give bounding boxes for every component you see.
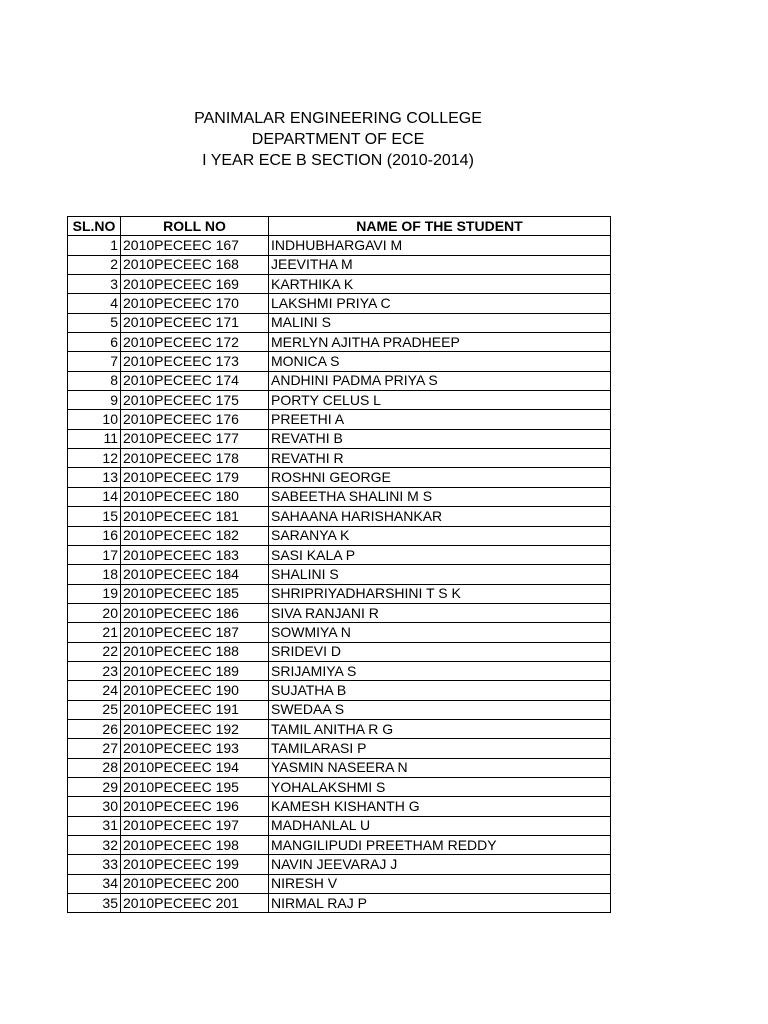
serial-number-cell: 29 [68, 777, 121, 796]
student-name-cell: ROSHNI GEORGE [269, 468, 611, 487]
roll-number-cell: 2010PECEEC 185 [121, 584, 269, 603]
roll-number-cell: 2010PECEEC 171 [121, 313, 269, 332]
table-row [68, 565, 611, 584]
table-row [68, 661, 611, 680]
serial-number-cell: 5 [68, 313, 121, 332]
serial-number-cell: 25 [68, 700, 121, 719]
serial-number-cell: 34 [68, 874, 121, 893]
roll-number-cell: 2010PECEEC 198 [121, 836, 269, 855]
roll-number-cell: 2010PECEEC 183 [121, 545, 269, 564]
table-row [68, 855, 611, 874]
roll-number-cell: 2010PECEEC 175 [121, 391, 269, 410]
serial-number-cell: 28 [68, 758, 121, 777]
serial-number-cell: 12 [68, 449, 121, 468]
roll-number-cell: 2010PECEEC 195 [121, 777, 269, 796]
table-row [68, 468, 611, 487]
serial-number-cell: 4 [68, 294, 121, 313]
serial-number-cell: 19 [68, 584, 121, 603]
student-name-cell: MONICA S [269, 352, 611, 371]
serial-number-cell: 15 [68, 507, 121, 526]
table-row [68, 255, 611, 274]
student-name-cell: PREETHI A [269, 410, 611, 429]
student-name-cell: SAHAANA HARISHANKAR [269, 507, 611, 526]
roll-number-cell: 2010PECEEC 194 [121, 758, 269, 777]
student-name-cell: NAVIN JEEVARAJ J [269, 855, 611, 874]
roll-number-cell: 2010PECEEC 188 [121, 642, 269, 661]
table-row [68, 642, 611, 661]
serial-number-cell: 26 [68, 719, 121, 738]
serial-number-cell: 18 [68, 565, 121, 584]
student-name-cell: LAKSHMI PRIYA C [269, 294, 611, 313]
roll-number-cell: 2010PECEEC 173 [121, 352, 269, 371]
table-body [68, 236, 611, 913]
table-row [68, 681, 611, 700]
student-name-cell: KARTHIKA K [269, 275, 611, 294]
roll-number-cell: 2010PECEEC 186 [121, 603, 269, 622]
serial-number-cell: 32 [68, 836, 121, 855]
roll-number-cell: 2010PECEEC 187 [121, 623, 269, 642]
table-row [68, 797, 611, 816]
roll-number-cell: 2010PECEEC 167 [121, 236, 269, 255]
column-header-student-name: NAME OF THE STUDENT [269, 217, 611, 236]
roll-number-cell: 2010PECEEC 189 [121, 661, 269, 680]
table-row [68, 507, 611, 526]
table-row [68, 487, 611, 506]
serial-number-cell: 35 [68, 894, 121, 913]
document-header [0, 108, 676, 171]
roll-number-cell: 2010PECEEC 178 [121, 449, 269, 468]
table-row [68, 894, 611, 913]
table-row [68, 758, 611, 777]
student-name-cell: MADHANLAL U [269, 816, 611, 835]
student-name-cell: TAMIL ANITHA R G [269, 719, 611, 738]
serial-number-cell: 16 [68, 526, 121, 545]
student-name-cell: MERLYN AJITHA PRADHEEP [269, 333, 611, 352]
department-title: DEPARTMENT OF ECE [251, 131, 425, 148]
serial-number-cell: 13 [68, 468, 121, 487]
student-name-cell: SABEETHA SHALINI M S [269, 487, 611, 506]
column-header-roll-no: ROLL NO [121, 217, 269, 236]
serial-number-cell: 17 [68, 545, 121, 564]
serial-number-cell: 24 [68, 681, 121, 700]
roll-number-cell: 2010PECEEC 176 [121, 410, 269, 429]
serial-number-cell: 30 [68, 797, 121, 816]
student-name-cell: SHALINI S [269, 565, 611, 584]
student-name-cell: NIRMAL RAJ P [269, 894, 611, 913]
serial-number-cell: 23 [68, 661, 121, 680]
student-name-cell: MANGILIPUDI PREETHAM REDDY [269, 836, 611, 855]
serial-number-cell: 2 [68, 255, 121, 274]
student-name-cell: SIVA RANJANI R [269, 603, 611, 622]
serial-number-cell: 20 [68, 603, 121, 622]
student-name-cell: MALINI S [269, 313, 611, 332]
roll-number-cell: 2010PECEEC 192 [121, 719, 269, 738]
roll-number-cell: 2010PECEEC 190 [121, 681, 269, 700]
table-row [68, 700, 611, 719]
student-name-cell: REVATHI R [269, 449, 611, 468]
roll-number-cell: 2010PECEEC 193 [121, 739, 269, 758]
table-row [68, 352, 611, 371]
serial-number-cell: 11 [68, 429, 121, 448]
roll-number-cell: 2010PECEEC 177 [121, 429, 269, 448]
serial-number-cell: 27 [68, 739, 121, 758]
table-row [68, 874, 611, 893]
table-row [68, 236, 611, 255]
roll-number-cell: 2010PECEEC 184 [121, 565, 269, 584]
table-row [68, 449, 611, 468]
student-name-cell: SRIJAMIYA S [269, 661, 611, 680]
student-name-cell: REVATHI B [269, 429, 611, 448]
student-name-cell: SOWMIYA N [269, 623, 611, 642]
serial-number-cell: 31 [68, 816, 121, 835]
table-row [68, 836, 611, 855]
roll-number-cell: 2010PECEEC 180 [121, 487, 269, 506]
roll-number-cell: 2010PECEEC 169 [121, 275, 269, 294]
roll-number-cell: 2010PECEEC 200 [121, 874, 269, 893]
student-name-cell: YASMIN NASEERA N [269, 758, 611, 777]
student-name-cell: PORTY CELUS L [269, 391, 611, 410]
table-row [68, 410, 611, 429]
roll-number-cell: 2010PECEEC 181 [121, 507, 269, 526]
table-row [68, 275, 611, 294]
serial-number-cell: 6 [68, 333, 121, 352]
serial-number-cell: 22 [68, 642, 121, 661]
table-row [68, 777, 611, 796]
college-title: PANIMALAR ENGINEERING COLLEGE [194, 110, 482, 127]
student-name-cell: SRIDEVI D [269, 642, 611, 661]
roll-number-cell: 2010PECEEC 182 [121, 526, 269, 545]
serial-number-cell: 14 [68, 487, 121, 506]
table-row [68, 816, 611, 835]
roll-number-cell: 2010PECEEC 191 [121, 700, 269, 719]
serial-number-cell: 1 [68, 236, 121, 255]
table-row [68, 371, 611, 390]
table-row [68, 545, 611, 564]
student-name-cell: YOHALAKSHMI S [269, 777, 611, 796]
student-name-cell: KAMESH KISHANTH G [269, 797, 611, 816]
student-name-cell: SHRIPRIYADHARSHINI T S K [269, 584, 611, 603]
table-row [68, 719, 611, 738]
roll-number-cell: 2010PECEEC 170 [121, 294, 269, 313]
student-name-cell: ANDHINI PADMA PRIYA S [269, 371, 611, 390]
serial-number-cell: 33 [68, 855, 121, 874]
table-row [68, 391, 611, 410]
student-name-cell: INDHUBHARGAVI M [269, 236, 611, 255]
serial-number-cell: 7 [68, 352, 121, 371]
roll-number-cell: 2010PECEEC 197 [121, 816, 269, 835]
student-roster-table [67, 216, 611, 913]
section-title: I YEAR ECE B SECTION (2010-2014) [202, 152, 474, 169]
table-row [68, 294, 611, 313]
table-row [68, 623, 611, 642]
roll-number-cell: 2010PECEEC 168 [121, 255, 269, 274]
student-name-cell: SARANYA K [269, 526, 611, 545]
student-name-cell: JEEVITHA M [269, 255, 611, 274]
student-name-cell: NIRESH V [269, 874, 611, 893]
table-row [68, 333, 611, 352]
serial-number-cell: 21 [68, 623, 121, 642]
serial-number-cell: 10 [68, 410, 121, 429]
roll-number-cell: 2010PECEEC 179 [121, 468, 269, 487]
serial-number-cell: 8 [68, 371, 121, 390]
student-name-cell: SASI KALA P [269, 545, 611, 564]
student-name-cell: SWEDAA S [269, 700, 611, 719]
serial-number-cell: 9 [68, 391, 121, 410]
table-row [68, 526, 611, 545]
table-row [68, 313, 611, 332]
column-header-sl-no: SL.NO [68, 217, 121, 236]
table-row [68, 739, 611, 758]
roll-number-cell: 2010PECEEC 199 [121, 855, 269, 874]
table-header-row [68, 217, 611, 236]
student-name-cell: SUJATHA B [269, 681, 611, 700]
table-row [68, 429, 611, 448]
serial-number-cell: 3 [68, 275, 121, 294]
table-row [68, 603, 611, 622]
roll-number-cell: 2010PECEEC 201 [121, 894, 269, 913]
roll-number-cell: 2010PECEEC 174 [121, 371, 269, 390]
roll-number-cell: 2010PECEEC 196 [121, 797, 269, 816]
table-row [68, 584, 611, 603]
student-name-cell: TAMILARASI P [269, 739, 611, 758]
roll-number-cell: 2010PECEEC 172 [121, 333, 269, 352]
